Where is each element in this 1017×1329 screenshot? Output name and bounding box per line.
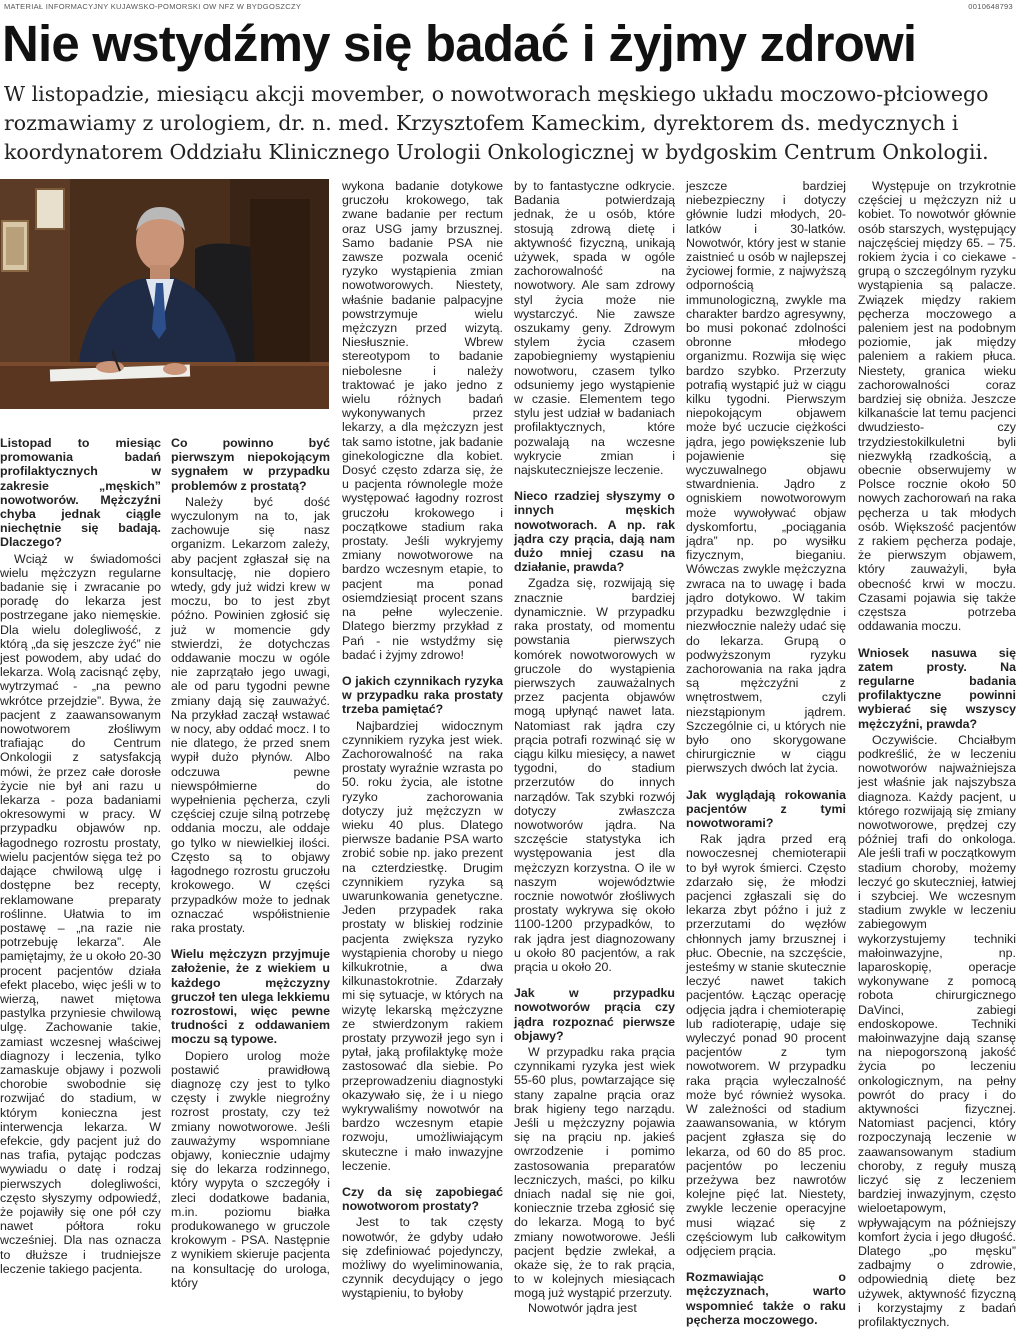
interview-answer: W przypadku raka prącia czynnikami ryzyka jest wiek 55-60 plus, powtarzające się stany zapalne prącia oraz brak higieny tego narządu. Jeśli u mężczyzny pojawia się na prąciu np. jakieś owrzodzenie i pomimo zastosowania preparatów leczniczych, maści, po kilku dniach nadal się nie goi, koniecznie trzeba zgłosić się do lekarza. Mogą to być zmiany nowotworowe. Jeśli pacjent będzie zwlekał, a okaże się, że to rak prącia, to w kolejnych miesiącach mogą już wystąpić przerzuty. [514, 1044, 675, 1301]
article-lead: W listopadzie, miesiącu akcji movember, o nowotworach męskiego układu moczowo-płciowego rozmawiamy z urologiem, dr. n. med. Krzysztofem Kameckim, dyrektorem ds. medycznych i koordynatorem Oddziału Klinicznego Urologii Onkologicznej w bydgoskim Centrum Onkologii. [4, 82, 989, 164]
article-column-3 [342, 179, 503, 1301]
interview-answer: Nowotwór jądra jest [528, 1300, 637, 1315]
interview-answer: Najbardziej widocznym czynnikiem ryzyka jest wiek. Zachorowalność na raka prostaty wyraźnie wzrasta po 50. roku życia, ale istotne ryzyko zachorowania dotyczy już mężczyzn w wieku 40 plus. Dlatego pierwsze badanie PSA warto zrobić sobie np. jako prezent na czterdziestkę. Drugim czynnikiem ryzyka są uwarunkowania genetyczne. Jeden przypadek raka prostaty w bliskiej rodzinie pacjenta zwiększa ryzyko wystąpienia choroby u niego kilkukrotnie, a dwa kilkunastokrotnie. Zdarzały mi się sytuacje, w których na wizytę lekarską mężczyzne ze stwierdzonym rakiem prostaty przywoził jego syn i pytał, jaką profilaktykę może zastosować dla siebie. Po przeprowadzeniu diagnostyki okazywało się, że i u niego wykrywaliśmy nowotwór na bardzo wczesnym etapie rozwoju, umożliwiającym skuteczne i mało inwazyjne leczenie. [342, 718, 503, 1173]
interview-question: Wielu mężczyzn przyjmuje założenie, że z wiekiem u każdego mężczyzny gruczoł ten ulega lekkiemu rozrostowi, więc pewne trudności z oddawaniem moczu są typowe. [171, 947, 330, 1047]
interview-answer: Oczywiście. Chciałbym podkreślić, że w leczeniu nowotworów najważniejsza jest właśnie jak najszybsza diagnoza. Każdy pacjent, u którego rozwijają się zmiany nowotworowe, prędzej czy później trafi do onkologa. Ale jeśli trafi w początkowym stadium choroby, możemy leczyć go skuteczniej, łatwiej i szybciej. We wczesnym stadium zwykle w leczeniu zabiegowym wykorzystujemy techniki małoinwazyjne, np. laparoskopię, operacje wykonywane z pomocą robota chirurgicznego DaVinci, zabiegi endoskopowe. Techniki małoinwazyjne dają szansę na niepogorszoną jakość życia po leczeniu onkologicznym, na pełny powrót do pracy i do aktywności fizycznej. Natomiast pacjenci, który rozpoczynają leczenie w zaawansowanym stadium choroby, z reguły muszą liczyć się z leczeniem bardziej inwazyjnym, często wieloetapowym, wpływającym na późniejszy komfort życia i jego długość. Dlatego „po męsku” zadbajmy o zdrowie, odpowiednią dietę bez używek, aktywność fizyczną i korzystajmy z badań profilaktycznych. [858, 732, 1016, 1329]
article-column-5 [686, 179, 846, 1327]
interview-question: Rozmawiając o mężczyznach, warto wspomnieć także o raku pęcherza moczowego. [686, 1270, 846, 1327]
interview-question: Jak w przypadku nowotworów prącia czy jądra rozpoznać pierwsze objawy? [514, 986, 675, 1043]
interview-answer: Jest to tak częsty nowotwór, że gdyby udało się zdefiniować pojedynczy, możliwy do wyeliminowania, czynnik decydujący o jego wystąpieniu, to byłoby [342, 1215, 503, 1301]
interview-question: O jakich czynnikach ryzyka w przypadku raka prostaty trzeba pamiętać? [342, 673, 503, 717]
interview-question: Co powinno być pierwszym niepokojącym sygnałem w przypadku problemów z prostatą? [171, 436, 330, 493]
article-column-2 [171, 436, 330, 1290]
interview-answer: Rak jądra przed erą nowoczesnej chemioterapii to był wyrok śmierci. Często zdarzało się, że młodzi pacjenci zgłaszali się do lekarza zbyt późno i już z przerzutami do węzłów chłonnych jamy brzusznej i płuc. Obecnie, na szczęście, jesteśmy w stanie skutecznie leczyć nawet takich pacjentów. Łącząc operację odjęcia jądra i chemioterapię lub radioterapię, udaje się wyleczyć ponad 90 procent pacjentów z tym nowotworem. W przypadku raka prącia wyleczalność może być również wysoka. W zależności od stadium zaawansowania, w którym pacjent zgłasza się do lekarza, od 60 do 85 proc. pacjentów po leczeniu przeżywa bez nawrotów kolejne pięć lat. Niestety, zwykle leczenie operacyjne musi wiązać się z częściowym lub całkowitym odjęciem prącia. [686, 832, 846, 1259]
interview-question: Nieco rzadziej słyszymy o innych męskich nowotworach. A np. rak jądra czy prącia, dają nam dużo mniej czasu na działanie, prawda? [514, 489, 675, 575]
interview-answer: Wciąż w świadomości wielu mężczyzn regularne badanie się i zwracanie po poradę do lekarza jest postrzegane jako niemęskie. Dla wielu dolegliwość, z którą „da się jeszcze żyć” nie jest powodem, aby udać do lekarza. Wolą zacisnąć zęby, wytrzymać - „na pewno wkrótce przejdzie”. Bywa, że pacjent z zaawansowanym nowotworem złośliwym trafiając do Centrum Onkologii z satysfakcją mówi, że przez całe dorosłe życie nie był ani razu u lekarza - poza badaniami okresowymi w pracy. W przypadku objawów np. łagodnego rozrostu prostaty, wielu pacjentów sięga też po dające chwilową ulgę i dostępne bez recepty, reklamowane preparaty roślinne. Ułatwia to im postawę – „na razie nie potrzebuję lekarza”. Ale pamiętajmy, że u około 20-30 procent pacjentów działa efekt placebo, więc jeśli w to wierzą, nawet miętowa pastylka przyniesie chwilową ulgę. Zachowanie takie, zamiast wczesnej właściwej diagnozy i leczenia, tylko zamaskuje objawy i pozwoli chorobie swobodnie się rozwijać do stadium, w którym konieczna jest interwencja lekarza. W efekcie, gdy pacjent już do nas trafia, pytając podczas wywiadu o datę i rodzaj pierwszych dolegliwości, często słyszymy odpowiedź, że pojawiły się one pół czy nawet półtora roku wcześniej. Dla nas oznacza to dłuższe i trudniejsze leczenie takiego pacjenta. [0, 551, 161, 1276]
page-header [4, 2, 1013, 12]
interview-answer: wykona badanie dotykowe gruczołu krokowego, tak zwane badanie per rectum oraz USG jamy brzusznej. Samo badanie PSA nie zawsze pozwala ocenić ryzyko wystąpienia zmian nowotworowych. Niestety, właśnie badanie palpacyjne powstrzymuje wielu mężczyzn przed wizytą. Niesłusznie. Wbrew stereotypom to badanie niebolesne i należy traktować je jako jedno z wielu różnych badań wykonywanych przez lekarzy, a dla mężczyzn jest tak samo istotne, jak badanie ginekologiczne dla kobiet. Dosyć często zdarza się, że u pacjenta równolegle może występować łagodny rozrost gruczołu krokowego i początkowe stadium raka prostaty. Jeśli wykryjemy zmiany nowotworowe na bardzo wczesnym etapie, to pacjent ma ponad osiemdziesiąt procent szans na pełne wyleczenie. Dlatego bierzmy przykład z Pań - nie wstydźmy się badać i żyjmy zdrowo! [342, 179, 503, 662]
interview-answer: Dopiero urolog może postawić prawidłową diagnozę czy jest to tylko częsty i zwykle niegroźny rozrost prostaty, czy też zmiany nowotworowe. Jeśli zauważymy wspomniane objawy, koniecznie udajmy się do lekarza rodzinnego, który wypyta o szczegóły i zleci dodatkowe badania, m.in. poziomu białka produkowanego w gruczole krokowym - PSA. Następnie z wynikiem skieruje pacjenta na konsultację do urologa, który [171, 1048, 330, 1290]
article-column-6 [858, 179, 1016, 1329]
interview-question: Jak wyglądają rokowania pacjentów z tymi nowotworami? [686, 787, 846, 830]
article-column-4 [514, 179, 675, 1315]
article-column-1 [0, 436, 161, 1276]
interview-question: Listopad to miesiąc promowania badań profilaktycznych w zakresie „męskich” nowotworów. Mężczyźni chyba jednak ciągle niechętnie się badają. Dlaczego? [0, 436, 161, 550]
interview-answer: Występuje on trzykrotnie częściej u mężczyzn niż u kobiet. To nowotwór głównie osób starszych, występujący najczęściej między 65. – 75. rokiem życia i co ciekawe - grupą o szczególnym ryzyku wystąpienia są palacze. Związek między rakiem pęcherza moczowego a paleniem jest na podobnym poziomie, jak między paleniem a rakiem płuca. Niestety, granica wieku zachorowalności coraz bardziej się obniża. Jeszcze kilkanaście lat temu pacjenci dwudziesto- czy trzydziestokilkuletni byli niezwykłą rzadkością, a obecnie obserwujemy w Polsce rocznie około 50 nowych zachorowań na raka pęcherza u tak młodych osób. Większość pacjentów z rakiem pęcherza podaje, że pierwszym objawem, który zauważyli, była obecność krwi w moczu. Czasami pojawia się także częstsza potrzeba oddawania moczu. [858, 179, 1016, 634]
interview-answer: by to fantastyczne odkrycie. Badania potwierdzają jednak, że u osób, które stosują zdrową dietę i aktywność fizyczną, unikają używek, spada w ogóle zachorowalność na nowotwory. Ale sam zdrowy styl życia może nie wystarczyć. Nie zawsze oszukamy geny. Zdrowym stylem życia czasem zapobiegniemy wystąpieniu nowotworu, czasem tylko odsuniemy jego wystąpienie w czasie. Elementem tego stylu jest udział w badaniach profilaktycznych, które pozwalają na wczesne wykrycie zmian i najskuteczniejsze leczenie. [514, 179, 675, 478]
interview-question: Czy da się zapobiegać nowotworom prostaty? [342, 1185, 503, 1214]
interview-answer: Należy być dość wyczulonym na to, jak zachowuje się nasz organizm. Lekarzom zależy, aby pacjent zgłaszał się na konsultację, nie dopiero wtedy, gdy już widzi krew w moczu, bo to jest zbyt późno. Powinien zgłosić się już w momencie gdy stwierdzi, że dotychczas oddawanie moczu w ogóle nie zaprzątało jego uwagi, ale od paru tygodni pewne zmiany dają się zauważyć. Na przykład zaczął wstawać w nocy, aby oddać mocz. I to nie dlatego, że przed snem wypił dużo płynów. Albo odczuwa pewne niewspółmierne do wypełnienia pęcherza, czyli częściej czuje silną potrzebę oddania moczu, ale oddaje go tylko w niewielkiej ilości. Często są to objawy łagodnego rozrostu gruczołu krokowego. W części przypadków może to jednak oznaczać współistnienie raka prostaty. [171, 494, 330, 935]
interview-answer: Zgadza się, rozwijają się znacznie bardziej dynamicznie. W przypadku raka prostaty, od momentu powstania pierwszych komórek nowotworowych w gruczole do wystąpienia pierwszych zauważalnych przez pacjenta objawów mogą upłynąć nawet lata. Natomiast rak jądra czy prącia potrafi rozwinąć się w ciągu kilku miesięcy, a nawet tygodni, do stadium przerzutów do innych narządów. Tak szybki rozwój dotyczy zwłaszcza nowotworów jądra. Na szczęście statystyka ich występowania jest dla mężczyzn korzystna. O ile w naszym województwie rocznie nowotwór złośliwych prostaty wykrywa się około 1100-1200 przypadków, to rak jądra jest diagnozowany u około 80 pacjentów, a rak prącia u około 20. [514, 576, 675, 974]
article-headline: Nie wstydźmy się badać i żyjmy zdrowi [2, 15, 917, 72]
interview-question: Wniosek nasuwa się zatem prosty. Na regularne badania profilaktyczne powinni wybierać się wszyscy mężczyźni, prawda? [858, 645, 1016, 731]
doctor-photo [0, 179, 329, 409]
section-label: MATERIAŁ INFORMACYJNY KUJAWSKO-POMORSKI OW NFZ W BYDGOSZCZY [4, 2, 302, 11]
article-code: 0010648793 [968, 2, 1013, 11]
interview-answer: jeszcze bardziej niebezpieczny i dotyczy głównie ludzi młodych, 20-latków i 30-latków. Nowotwór, który jest w stanie zaistnieć u osób w najlepszej życiowej formie, z najwyższą odpornością immunologiczną, zwykle ma charakter bardzo agresywny, bo musi pokonać zdolności obronne młodego organizmu. Rozwija się więc bardzo szybko. Przerzuty potrafią wystąpić już w ciągu kilku tygodni. Pierwszym niepokojącym objawem może być uczucie ciężkości jądra, jego powiększenie lub pojawienie się wyczuwalnego objawu stwardnienia. Jądro z ogniskiem nowotworowym może wywoływać objaw dyskomfortu, „pociągania jądra” np. po wysiłku fizycznym, bieganiu. Wówczas zwykle mężczyzna zwraca na to uwagę i bada jądro dotykowo. W takim przypadku bezwzględnie i niezwłocznie należy udać się do lekarza. Grupą o podwyższonym ryzyku zachorowania na raka jądra są mężczyźni z wnętrostwem, czyli niezstąpionym jądrem. Szczególnie ci, u których nie było ono skorygowane chirurgicznie w ciągu pierwszych dwóch lat życia. [686, 179, 846, 776]
